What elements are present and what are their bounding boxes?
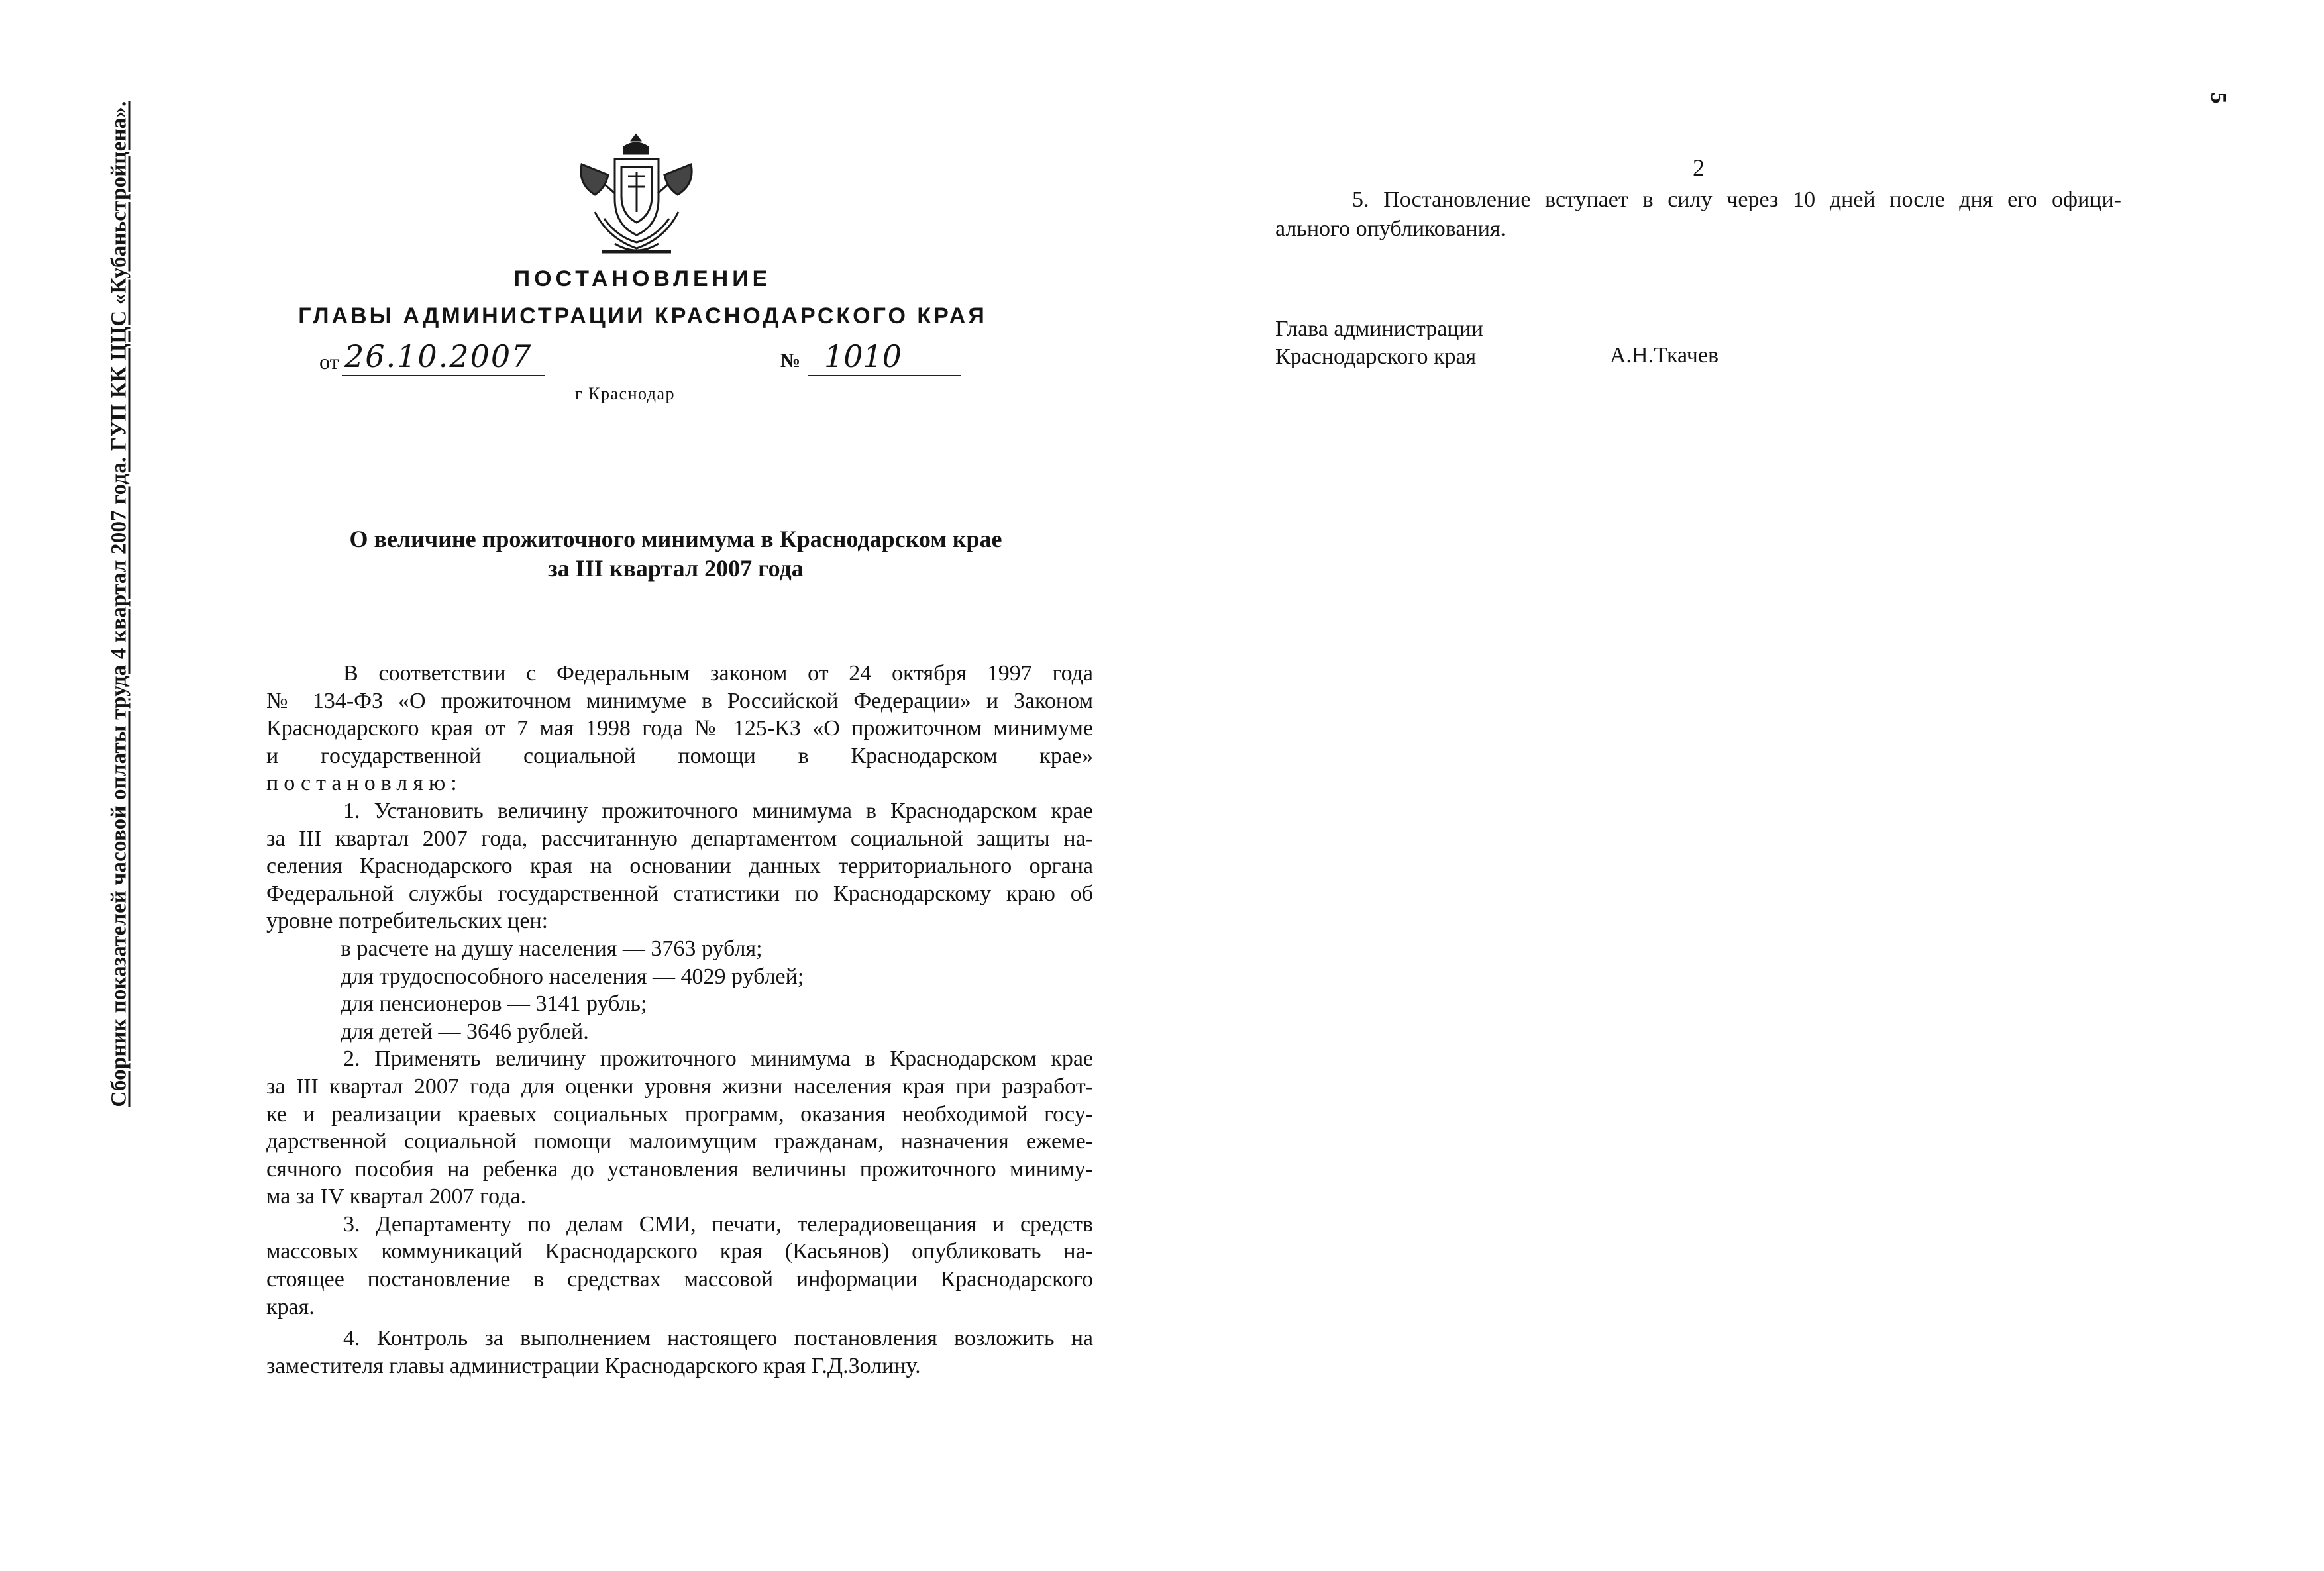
body-line: за III квартал 2007 года для оценки уровня жизни населения края при разработ-	[266, 1074, 1093, 1099]
body-line: края.	[266, 1294, 315, 1319]
body-line: 2. Применять величину прожиточного минимума в Краснодарском крае	[343, 1046, 1093, 1072]
signer-title-line: Глава администрации	[1275, 317, 1483, 341]
body-line: № 134-ФЗ «О прожиточном минимуме в Российской Федерации» и Законом	[266, 688, 1093, 713]
document-title	[305, 525, 1047, 583]
list-item: для трудоспособного населения — 4029 рублей;	[341, 964, 804, 989]
list-item: в расчете на душу населения — 3763 рубля;	[341, 936, 763, 961]
list-item: для детей — 3646 рублей.	[341, 1019, 589, 1044]
body-line: ке и реализации краевых социальных программ, оказания необходимой госу-	[266, 1101, 1093, 1127]
item5-paragraph	[1275, 185, 2121, 244]
list-item: для пенсионеров — 3141 рубль;	[341, 991, 647, 1017]
date-label: от	[319, 350, 339, 374]
title-line: О величине прожиточного минимума в Краснодарском крае	[349, 526, 1002, 552]
body-line: В соответствии с Федеральным законом от 24 октября 1997 года	[343, 661, 1093, 685]
resolution-word: постановляю:	[266, 771, 462, 796]
body-line: 4. Контроль за выполнением настоящего постановления возложить на	[343, 1326, 1093, 1351]
body-line: дарственной социальной помощи малоимущим гражданам, назначения ежеме-	[266, 1129, 1093, 1154]
body-line: стоящее постановление в средствах массовой информации Краснодарского	[266, 1267, 1093, 1292]
signer-name: А.Н.Ткачев	[1610, 343, 1719, 368]
corner-page-number-text: 5	[2206, 92, 2231, 104]
coat-of-arms-emblem	[575, 132, 698, 258]
body-line: массовых коммуникаций Краснодарского края (Касьянов) опубликовать на-	[266, 1239, 1093, 1264]
city-label: г Краснодар	[575, 384, 676, 403]
document-body	[266, 660, 1093, 1380]
title-line: за III квартал 2007 года	[548, 555, 804, 582]
side-note-text: Сборник показателей часовой оплаты труда 4 квартал 2007 года. ГУП КК ЦЦС «Кубаньстройцена».	[107, 101, 131, 1107]
body-line: 5. Постановление вступает в силу через 10 дней после дня его офици-	[1352, 187, 2121, 212]
signer-title-line: Краснодарского края	[1275, 344, 1477, 369]
body-line: за III квартал 2007 года, рассчитанную департаментом социальной защиты на-	[266, 826, 1093, 851]
body-line: уровне потребительских цен:	[266, 909, 549, 934]
number-label: №	[780, 350, 801, 372]
date-handwritten: 26.10.2007	[342, 338, 545, 376]
body-line: 1. Установить величину прожиточного минимума в Краснодарском крае	[343, 798, 1093, 823]
body-line: заместителя главы администрации Краснодарского края Г.Д.Золину.	[266, 1353, 921, 1378]
body-line: ального опубликования.	[1275, 217, 1506, 241]
document-type-heading: ПОСТАНОВЛЕНИЕ	[513, 266, 772, 291]
issuing-authority: ГЛАВЫ АДМИНИСТРАЦИИ КРАСНОДАРСКОГО КРАЯ	[298, 303, 987, 329]
body-line: сячного пособия на ребенка до установления величины прожиточного миниму-	[266, 1156, 1093, 1182]
body-line: Федеральной службы государственной статистики по Краснодарскому краю об	[266, 881, 1093, 906]
body-line: селения Краснодарского края на основании данных территориального органа	[266, 854, 1093, 879]
side-note	[99, 94, 139, 1114]
signature-block	[1275, 315, 1483, 371]
body-line: Краснодарского края от 7 мая 1998 года № 125-КЗ «О прожиточном минимуме	[266, 716, 1093, 741]
body-line: ма за IV квартал 2007 года.	[266, 1184, 527, 1209]
number-handwritten: 1010	[808, 338, 961, 376]
corner-page-number	[2205, 85, 2231, 111]
body-line: и государственной социальной помощи в Краснодарском крае»	[266, 743, 1093, 768]
page-number: 2	[1693, 154, 1705, 181]
body-line: 3. Департаменту по делам СМИ, печати, телерадиовещания и средств	[343, 1211, 1093, 1237]
